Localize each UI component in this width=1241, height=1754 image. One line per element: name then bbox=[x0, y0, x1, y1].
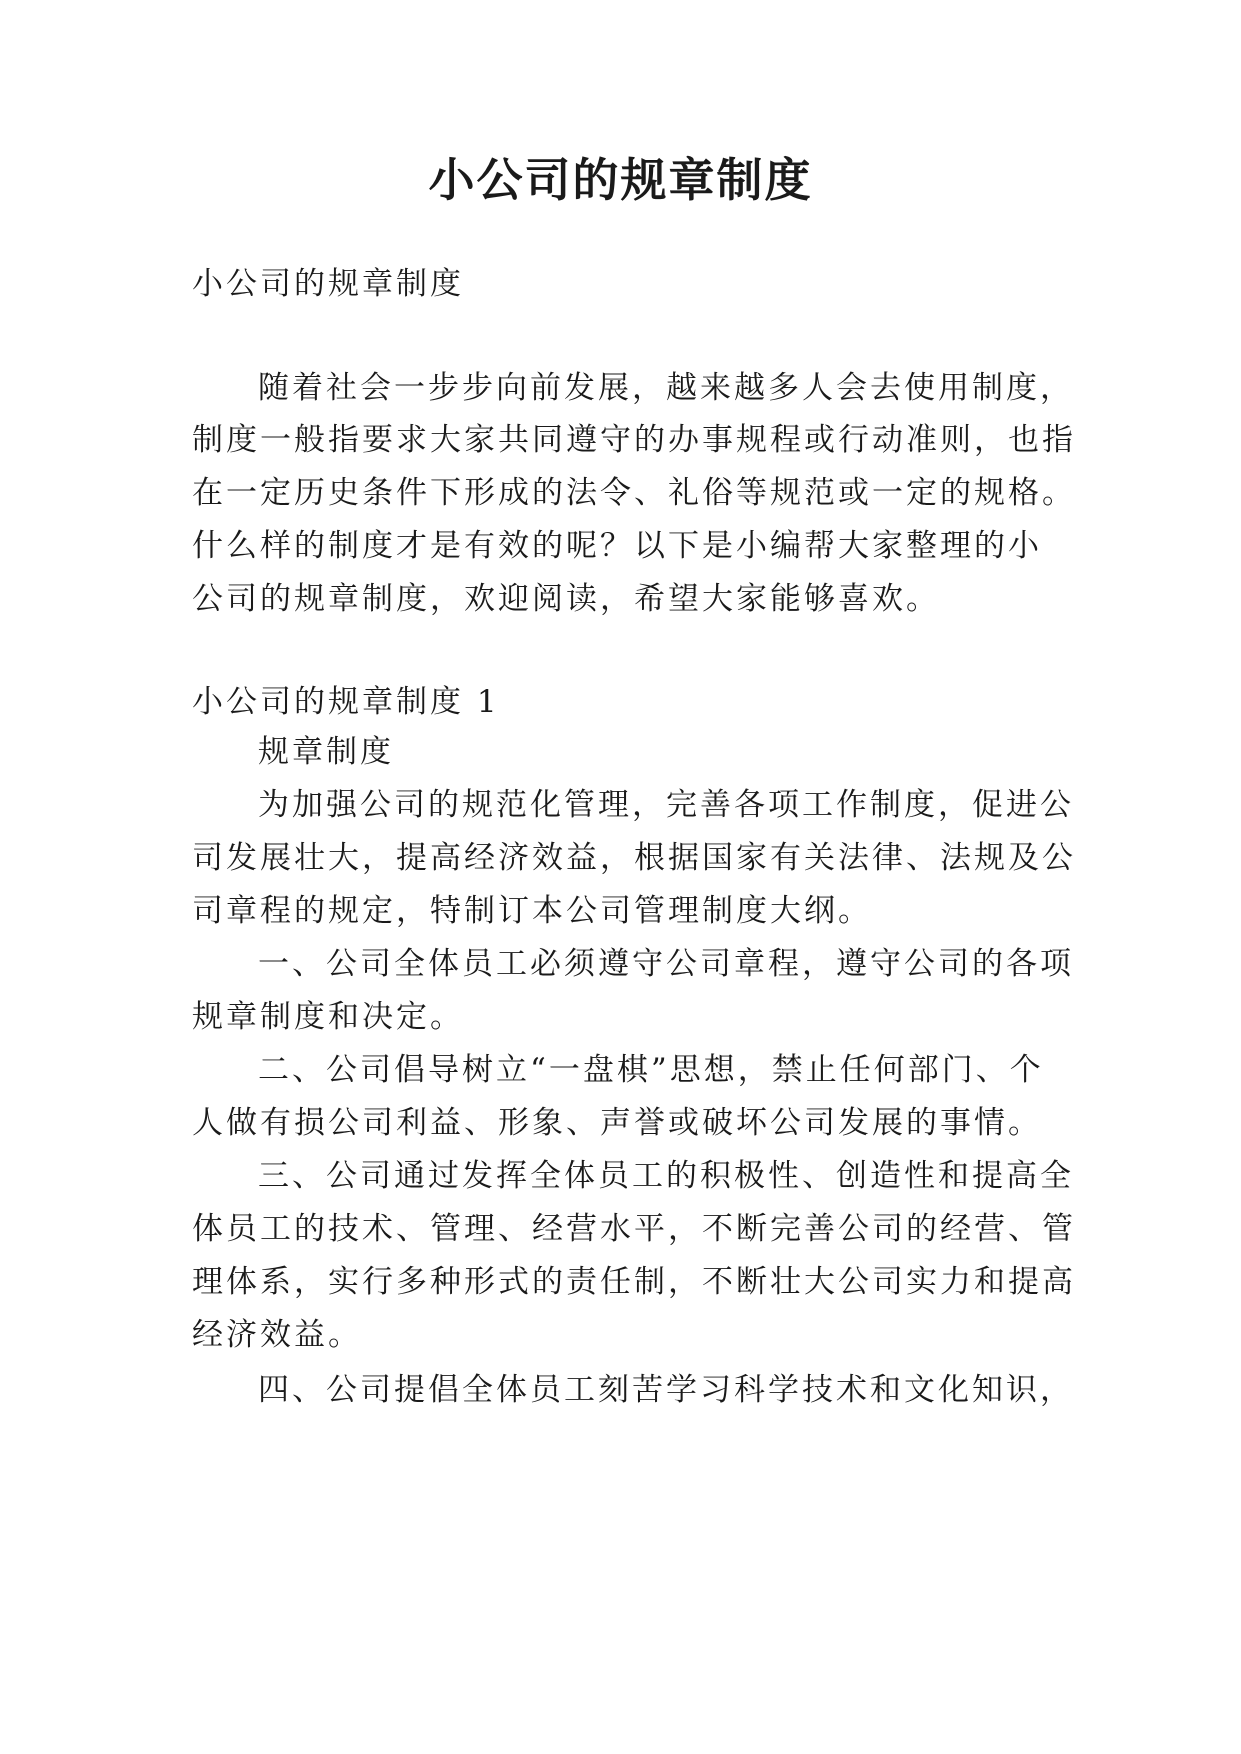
section-heading: 小公司的规章制度 1 bbox=[192, 684, 500, 720]
body-line: 二、公司倡导树立“一盘棋”思想，禁止任何部门、个 bbox=[258, 1052, 1044, 1088]
body-line: 人做有损公司利益、形象、声誉或破坏公司发展的事情。 bbox=[192, 1105, 1042, 1141]
document-title: 小公司的规章制度 bbox=[428, 153, 813, 207]
intro-line: 什么样的制度才是有效的呢？以下是小编帮大家整理的小 bbox=[192, 528, 1042, 564]
body-line: 体员工的技术、管理、经营水平，不断完善公司的经营、管 bbox=[192, 1211, 1076, 1247]
intro-line: 公司的规章制度，欢迎阅读，希望大家能够喜欢。 bbox=[192, 581, 940, 617]
intro-line: 随着社会一步步向前发展，越来越多人会去使用制度， bbox=[258, 370, 1074, 406]
body-line: 为加强公司的规范化管理，完善各项工作制度，促进公 bbox=[258, 787, 1074, 823]
body-line: 司章程的规定，特制订本公司管理制度大纲。 bbox=[192, 893, 872, 929]
body-line: 理体系，实行多种形式的责任制，不断壮大公司实力和提高 bbox=[192, 1264, 1076, 1300]
intro-line: 在一定历史条件下形成的法令、礼俗等规范或一定的规格。 bbox=[192, 475, 1076, 511]
section-subheading: 规章制度 bbox=[258, 734, 394, 770]
body-line: 司发展壮大，提高经济效益，根据国家有关法律、法规及公 bbox=[192, 840, 1076, 876]
intro-line: 制度一般指要求大家共同遵守的办事规程或行动准则，也指 bbox=[192, 422, 1076, 458]
body-line: 规章制度和决定。 bbox=[192, 999, 464, 1035]
body-line: 经济效益。 bbox=[192, 1317, 362, 1353]
document-subtitle: 小公司的规章制度 bbox=[192, 266, 464, 302]
body-line: 一、公司全体员工必须遵守公司章程，遵守公司的各项 bbox=[258, 946, 1074, 982]
body-line: 四、公司提倡全体员工刻苦学习科学技术和文化知识， bbox=[258, 1372, 1074, 1408]
body-line: 三、公司通过发挥全体员工的积极性、创造性和提高全 bbox=[258, 1158, 1074, 1194]
